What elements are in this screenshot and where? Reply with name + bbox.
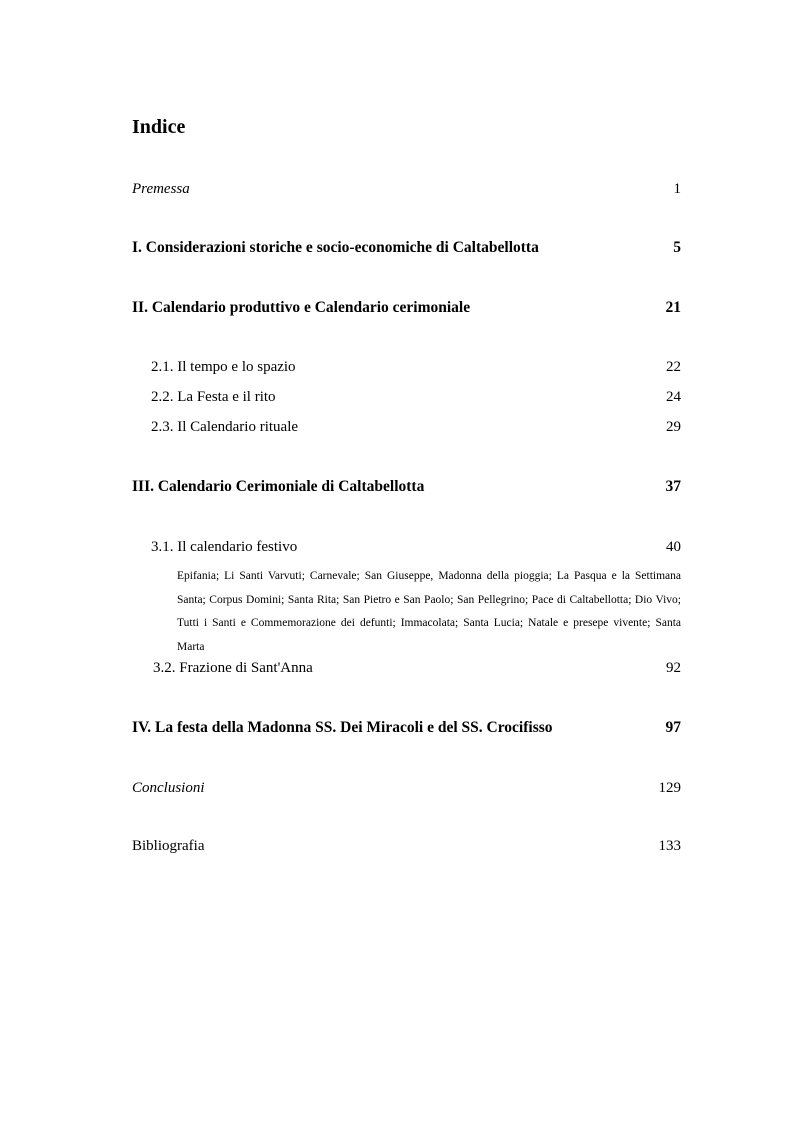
toc-page-number: 40 (666, 539, 681, 555)
toc-page-number: 5 (673, 239, 681, 256)
toc-page-number: 97 (665, 719, 681, 736)
toc-entry-section-3-1[interactable] (151, 536, 681, 558)
toc-page-number: 24 (666, 389, 681, 405)
toc-entry-bibliografia[interactable] (132, 835, 681, 857)
toc-entry-label: 2.1. Il tempo e lo spazio (151, 359, 296, 375)
toc-entry-chapter-2[interactable] (132, 297, 681, 319)
toc-entry-label: 2.2. La Festa e il rito (151, 389, 276, 405)
toc-page-number: 129 (658, 780, 681, 796)
page-title: Indice (132, 116, 186, 138)
toc-entry-label: I. Considerazioni storiche e socio-economiche di Caltabellotta (132, 239, 539, 256)
toc-entry-section-2-1[interactable] (151, 356, 681, 378)
toc-entry-chapter-1[interactable] (132, 237, 681, 259)
toc-page-number: 22 (666, 359, 681, 375)
toc-entry-section-3-2[interactable] (153, 657, 681, 679)
toc-page-number: 37 (665, 478, 681, 495)
toc-entry-label: 2.3. Il Calendario rituale (151, 419, 299, 435)
toc-entry-label: III. Calendario Cerimoniale di Caltabellotta (132, 478, 425, 495)
toc-page-number: 1 (673, 181, 681, 197)
toc-entry-label: Premessa (132, 181, 190, 197)
toc-entry-label: II. Calendario produttivo e Calendario cerimoniale (132, 299, 471, 316)
toc-page-number: 133 (658, 838, 681, 854)
toc-entry-chapter-3[interactable] (132, 476, 681, 498)
toc-page-number: 21 (665, 299, 681, 316)
toc-entry-section-2-2[interactable] (151, 386, 681, 408)
toc-entry-label: Bibliografia (132, 838, 205, 854)
toc-page-number: 92 (666, 660, 681, 676)
toc-entry-conclusioni[interactable] (132, 777, 681, 799)
toc-entry-chapter-4[interactable] (132, 717, 681, 739)
toc-entry-label: Conclusioni (132, 780, 205, 796)
toc-page-number: 29 (666, 419, 681, 435)
toc-entry-label: 3.2. Frazione di Sant'Anna (153, 660, 313, 676)
toc-entry-section-2-3[interactable] (151, 416, 681, 438)
festival-list: Epifania; Li Santi Varvuti; Carnevale; San Giuseppe, Madonna della pioggia; La Pasqua e la Settimana Santa; Corpus Domini; Santa Rita; San Pietro e San Paolo; San Pellegrino; Pace di Caltabellotta; Dio Vivo; Tutti i Santi e Commemorazione dei defunti; Immacolata; Santa Lucia; Natale e presepe vivente; Santa Marta (177, 570, 681, 653)
toc-entry-label: IV. La festa della Madonna SS. Dei Miracoli e del SS. Crocifisso (132, 719, 553, 736)
toc-entry-label: 3.1. Il calendario festivo (151, 539, 298, 555)
toc-entry-premessa[interactable] (132, 178, 681, 200)
